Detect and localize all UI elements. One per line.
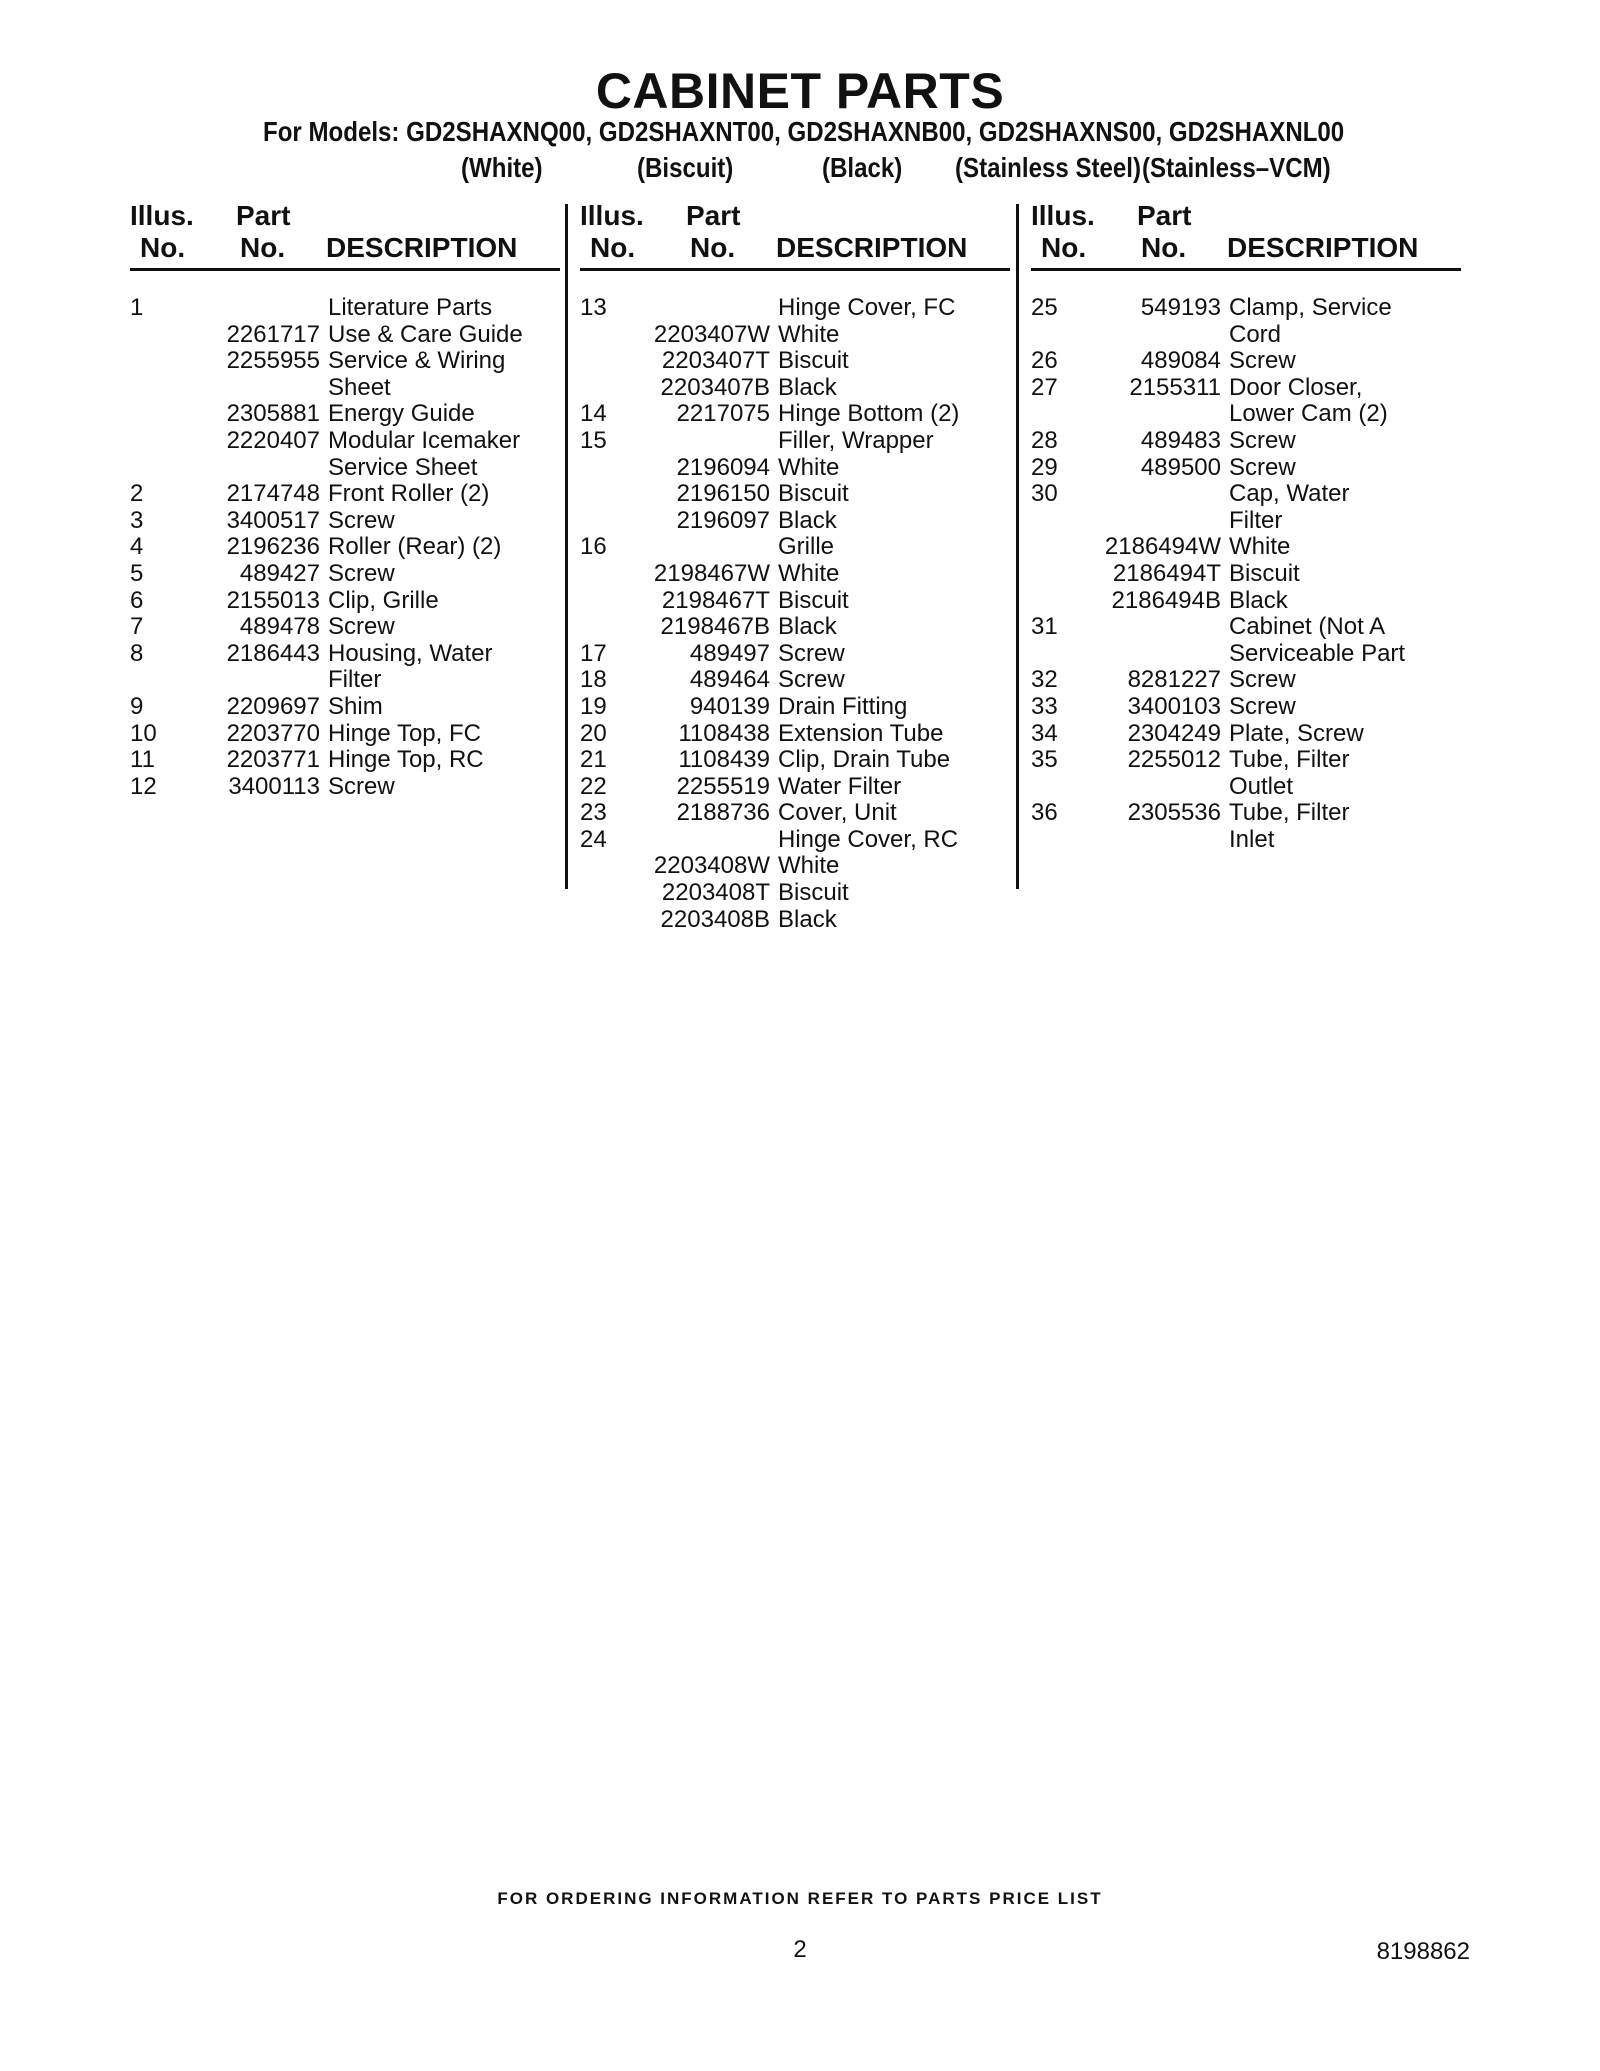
part-number: 2203408W [653, 852, 770, 880]
table-row [130, 481, 560, 508]
description: Plate, Screw [1229, 719, 1364, 747]
table-row [1031, 322, 1461, 349]
illus-number: 23 [580, 799, 607, 827]
part-number: 2203407B [660, 373, 770, 401]
description: Screw [778, 666, 845, 694]
description: Cover, Unit [778, 799, 897, 827]
part-number: 2198467B [660, 613, 770, 641]
table-row [1031, 721, 1461, 748]
table-row [1031, 508, 1461, 535]
table-row [130, 721, 560, 748]
description: Cap, Water [1229, 480, 1350, 508]
description: Screw [328, 559, 395, 587]
description: Outlet [1229, 772, 1294, 800]
column-divider [565, 204, 568, 889]
part-number: 2255519 [676, 772, 770, 800]
parts-list [1031, 295, 1461, 853]
description: Screw [1229, 666, 1296, 694]
description: Use & Care Guide [328, 320, 523, 348]
description: Energy Guide [328, 400, 475, 428]
illus-number: 35 [1031, 746, 1058, 774]
table-row [580, 481, 1010, 508]
part-number: 2203407T [661, 347, 770, 375]
table-row [580, 880, 1010, 907]
part-number: 2186494B [1111, 586, 1221, 614]
part-number: 2186494W [1104, 533, 1221, 561]
part-number: 2304249 [1127, 719, 1221, 747]
table-row [580, 534, 1010, 561]
table-row [580, 853, 1010, 880]
parts-column-1 [130, 200, 560, 800]
part-number: 2196094 [676, 453, 770, 481]
header-description: DESCRIPTION [1227, 232, 1419, 263]
description: Clip, Grille [328, 586, 439, 614]
description: Serviceable Part [1229, 639, 1406, 667]
table-row [1031, 747, 1461, 774]
table-row [130, 561, 560, 588]
table-row [130, 455, 560, 482]
part-number: 2305881 [226, 400, 320, 428]
table-row [580, 667, 1010, 694]
illus-number: 1 [130, 294, 144, 321]
illus-number: 32 [1031, 666, 1058, 694]
table-row [130, 774, 560, 801]
color-biscuit: (Biscuit) [637, 152, 734, 183]
description: Sheet [328, 373, 391, 401]
description: Hinge Cover, RC [778, 825, 959, 853]
header-part-no: No. [1141, 232, 1187, 263]
table-row [1031, 588, 1461, 615]
column-divider [1016, 204, 1019, 889]
table-row [1031, 295, 1461, 322]
part-number: 2261717 [226, 320, 320, 348]
part-number: 1108438 [678, 719, 770, 747]
part-number: 2203408T [661, 879, 770, 907]
part-number: 2188736 [676, 799, 770, 827]
illus-number: 7 [130, 613, 144, 641]
table-row [1031, 401, 1461, 428]
color-stainless-vcm: (Stainless–VCM) [1142, 152, 1331, 183]
description: Screw [778, 639, 845, 667]
table-row [580, 721, 1010, 748]
description: Black [778, 373, 837, 401]
table-row [580, 614, 1010, 641]
illus-number: 22 [580, 772, 607, 800]
description: Biscuit [778, 480, 849, 508]
part-number: 3400103 [1127, 692, 1221, 720]
description: Black [778, 613, 837, 641]
description: Service Sheet [328, 453, 478, 481]
table-row [580, 774, 1010, 801]
table-row [130, 322, 560, 349]
table-row [1031, 481, 1461, 508]
color-stainless-steel: (Stainless Steel) [955, 152, 1142, 183]
illus-number: 6 [130, 586, 144, 614]
illus-number: 20 [580, 719, 607, 747]
illus-number: 36 [1031, 799, 1058, 827]
description: Housing, Water [328, 639, 493, 667]
column-header [1031, 200, 1461, 271]
description: Filler, Wrapper [778, 426, 934, 454]
header-part-no: No. [240, 232, 286, 263]
parts-list [580, 295, 1010, 933]
table-row [580, 561, 1010, 588]
header-description: DESCRIPTION [776, 232, 968, 263]
header-part-no: No. [690, 232, 736, 263]
table-row [580, 694, 1010, 721]
illus-number: 30 [1031, 480, 1058, 508]
illus-number: 11 [130, 746, 155, 774]
description: Biscuit [1229, 559, 1300, 587]
description: Roller (Rear) (2) [328, 533, 502, 561]
part-number: 2174748 [226, 480, 320, 508]
header-part: Part [1137, 200, 1192, 231]
page-number: 2 [793, 1936, 807, 1963]
part-number: 489084 [1140, 347, 1221, 375]
description: White [778, 852, 840, 880]
description: Tube, Filter [1229, 799, 1350, 827]
description: Screw [328, 772, 395, 800]
part-number: 2203770 [226, 719, 320, 747]
part-number: 2196097 [676, 506, 770, 534]
table-row [130, 641, 560, 668]
part-number: 2155013 [226, 586, 320, 614]
illus-number: 21 [580, 746, 607, 774]
description: Water Filter [778, 772, 902, 800]
table-row [1031, 614, 1461, 641]
part-number: 2217075 [676, 400, 770, 428]
description: Front Roller (2) [328, 480, 490, 508]
description: Cabinet (Not A [1229, 613, 1386, 641]
description: Screw [1229, 453, 1296, 481]
description: Hinge Bottom (2) [778, 400, 960, 428]
part-number: 3400517 [226, 506, 320, 534]
description: Screw [328, 613, 395, 641]
description: Biscuit [778, 347, 849, 375]
table-row [580, 588, 1010, 615]
table-row [130, 588, 560, 615]
part-number: 2198467W [653, 559, 770, 587]
description: Inlet [1229, 825, 1275, 853]
illus-number: 13 [580, 294, 607, 321]
table-row [1031, 667, 1461, 694]
part-number: 489427 [239, 559, 320, 587]
description: White [778, 453, 840, 481]
description: Shim [328, 692, 383, 720]
description: Tube, Filter [1229, 746, 1350, 774]
table-row [1031, 774, 1461, 801]
page-title: CABINET PARTS [595, 63, 1005, 119]
table-row [130, 694, 560, 721]
illus-number: 10 [130, 719, 157, 747]
part-number: 2203771 [226, 746, 320, 774]
illus-number: 19 [580, 692, 607, 720]
illus-number: 34 [1031, 719, 1058, 747]
header-part: Part [686, 200, 741, 231]
illus-number: 8 [130, 639, 144, 667]
part-number: 2220407 [226, 426, 320, 454]
description: White [778, 320, 840, 348]
description: Black [1229, 586, 1288, 614]
header-illus-no: No. [590, 232, 636, 263]
part-number: 489478 [239, 613, 320, 641]
table-row [1031, 827, 1461, 854]
table-row [1031, 428, 1461, 455]
header-illus-no: No. [140, 232, 186, 263]
table-row [580, 375, 1010, 402]
description: Clip, Drain Tube [778, 746, 951, 774]
illus-number: 17 [580, 639, 607, 667]
header-part: Part [236, 200, 291, 231]
part-number: 2255955 [226, 347, 320, 375]
part-number: 1108439 [678, 746, 770, 774]
table-row [580, 401, 1010, 428]
color-white: (White) [461, 152, 543, 183]
table-row [130, 747, 560, 774]
table-row [580, 428, 1010, 455]
part-number: 549193 [1140, 294, 1221, 321]
table-row [580, 641, 1010, 668]
description: Hinge Top, FC [328, 719, 481, 747]
part-number: 489464 [689, 666, 770, 694]
parts-column-3 [1031, 200, 1461, 853]
color-black: (Black) [822, 152, 903, 183]
illus-number: 4 [130, 533, 144, 561]
part-number: 3400113 [228, 772, 320, 800]
table-row [130, 667, 560, 694]
description: White [778, 559, 840, 587]
parts-list [130, 295, 560, 800]
table-row [1031, 375, 1461, 402]
part-number: 2255012 [1127, 746, 1221, 774]
illus-number: 26 [1031, 347, 1058, 375]
table-row [580, 455, 1010, 482]
illus-number: 15 [580, 426, 607, 454]
table-row [1031, 561, 1461, 588]
description: Drain Fitting [778, 692, 908, 720]
illus-number: 2 [130, 480, 144, 508]
document-number: 8198862 [1376, 1938, 1470, 1965]
table-row [130, 614, 560, 641]
ordering-note: FOR ORDERING INFORMATION REFER TO PARTS PRICE LIST [497, 1889, 1103, 1908]
table-row [130, 401, 560, 428]
header-illus: Illus. [580, 200, 644, 231]
description: White [1229, 533, 1291, 561]
table-row [580, 348, 1010, 375]
part-number: 2196150 [676, 480, 770, 508]
table-row [1031, 694, 1461, 721]
description: Hinge Top, RC [328, 746, 484, 774]
part-number: 2196236 [226, 533, 320, 561]
description: Extension Tube [778, 719, 944, 747]
table-row [130, 428, 560, 455]
description: Screw [1229, 426, 1296, 454]
description: Grille [778, 533, 835, 561]
parts-column-2 [580, 200, 1010, 933]
table-row [130, 508, 560, 535]
description: Screw [1229, 692, 1296, 720]
header-illus: Illus. [130, 200, 194, 231]
illus-number: 28 [1031, 426, 1058, 454]
part-number: 2198467T [661, 586, 770, 614]
illus-number: 9 [130, 692, 144, 720]
part-number: 489500 [1140, 453, 1221, 481]
table-row [580, 508, 1010, 535]
illus-number: 29 [1031, 453, 1058, 481]
part-number: 2305536 [1127, 799, 1221, 827]
description: Lower Cam (2) [1229, 400, 1388, 428]
description: Screw [328, 506, 395, 534]
table-row [1031, 800, 1461, 827]
illus-number: 33 [1031, 692, 1058, 720]
description: Black [778, 506, 837, 534]
table-row [130, 375, 560, 402]
description: Black [778, 905, 837, 933]
part-number: 940139 [689, 692, 770, 720]
table-row [580, 747, 1010, 774]
part-number: 2203407W [653, 320, 770, 348]
part-number: 2155311 [1129, 373, 1221, 401]
description: Screw [1229, 347, 1296, 375]
description: Hinge Cover, FC [778, 294, 956, 321]
column-header [130, 200, 560, 271]
description: Literature Parts [328, 294, 493, 321]
table-row [130, 295, 560, 322]
part-number: 489483 [1140, 426, 1221, 454]
illus-number: 18 [580, 666, 607, 694]
illus-number: 24 [580, 825, 607, 853]
table-row [130, 534, 560, 561]
table-row [1031, 455, 1461, 482]
model-colors [0, 152, 1600, 188]
part-number: 2209697 [226, 692, 320, 720]
description: Modular Icemaker [328, 426, 521, 454]
part-number: 2186443 [226, 639, 320, 667]
table-row [580, 295, 1010, 322]
table-row [130, 348, 560, 375]
column-header [580, 200, 1010, 271]
description: Cord [1229, 320, 1282, 348]
illus-number: 16 [580, 533, 607, 561]
illus-number: 27 [1031, 373, 1058, 401]
description: Filter [1229, 506, 1283, 534]
description: Service & Wiring [328, 347, 506, 375]
models-line: For Models: GD2SHAXNQ00, GD2SHAXNT00, GD2SHAXNB00, GD2SHAXNS00, GD2SHAXNL00 [263, 116, 1345, 147]
header-description: DESCRIPTION [326, 232, 518, 263]
table-row [580, 322, 1010, 349]
description: Door Closer, [1229, 373, 1363, 401]
table-row [580, 800, 1010, 827]
description: Filter [328, 666, 382, 694]
description: Biscuit [778, 586, 849, 614]
table-row [1031, 534, 1461, 561]
illus-number: 31 [1031, 613, 1058, 641]
table-row [1031, 348, 1461, 375]
table-row [580, 907, 1010, 934]
header-illus-no: No. [1041, 232, 1087, 263]
illus-number: 5 [130, 559, 144, 587]
illus-number: 12 [130, 772, 157, 800]
illus-number: 14 [580, 400, 607, 428]
part-number: 2203408B [660, 905, 770, 933]
part-number: 8281227 [1127, 666, 1221, 694]
illus-number: 3 [130, 506, 144, 534]
part-number: 2186494T [1112, 559, 1221, 587]
header-illus: Illus. [1031, 200, 1095, 231]
illus-number: 25 [1031, 294, 1058, 321]
table-row [1031, 641, 1461, 668]
description: Clamp, Service [1229, 294, 1392, 321]
description: Biscuit [778, 879, 849, 907]
part-number: 489497 [689, 639, 770, 667]
table-row [580, 827, 1010, 854]
